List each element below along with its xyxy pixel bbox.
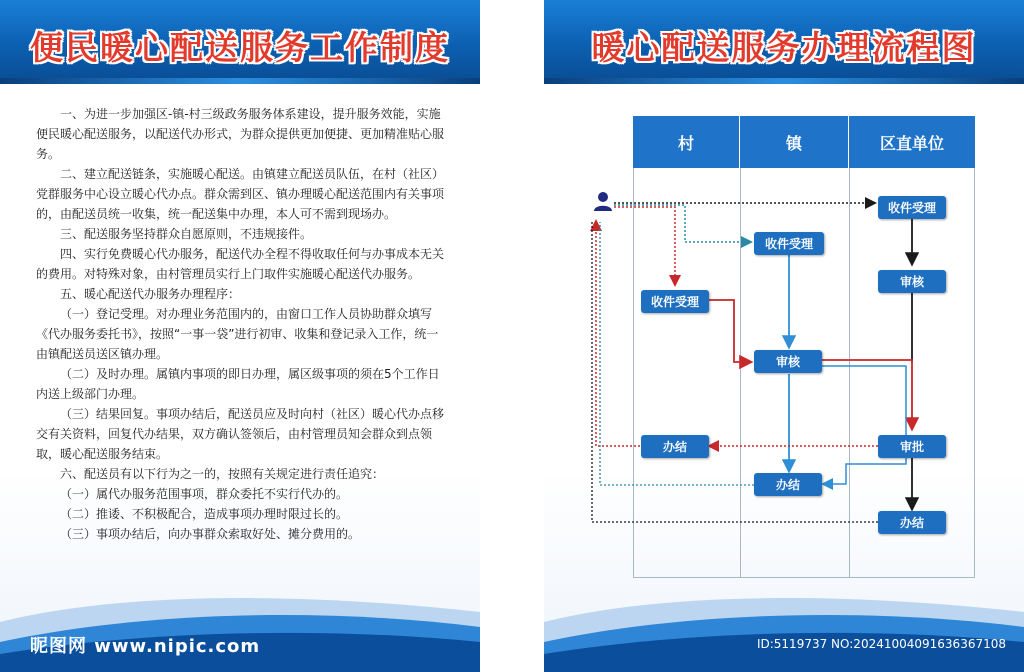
left-title: 便民暖心配送服务工作制度	[30, 28, 450, 67]
column-header-district: 区直单位	[849, 116, 975, 168]
district-review-box: 审核	[878, 270, 946, 293]
paragraph: 五、暖心配送代办服务办理程序：	[60, 287, 241, 301]
left-panel	[0, 0, 480, 672]
paragraph: 二、建立配送链条，实施暖心配送。由镇建立配送员队伍，在村（社区）党群服务中心设立暖心代办点。群众需到区、镇办理暖心配送范围内有关事项的，由配送员统一收集，统一配送集中办理，本人可不需到现场办。	[36, 167, 445, 221]
district-approve-box: 审批	[878, 435, 946, 458]
paragraph: （一）属代办服务范围事项，群众委托不实行代办的。	[60, 487, 349, 501]
paragraph: （二）推诿、不积极配合，造成事项办理时限过长的。	[60, 507, 349, 521]
town-done-box: 办结	[754, 473, 822, 496]
town-receive-box: 收件受理	[754, 232, 824, 255]
flow-arrows	[544, 0, 1024, 672]
person-icon	[592, 190, 614, 212]
id-watermark: ID:5119737 NO:20241004091636367108	[756, 637, 1006, 651]
paragraph: （三）事项办结后，向办事群众索取好处、摊分费用的。	[60, 527, 361, 541]
regulation-text	[36, 104, 448, 544]
paragraph: 四、实行免费暖心代办服务，配送代办全程不得收取任何与办事成本无关的费用。对特殊对象，由村管理员实行上门取件实施暖心配送代办服务。	[36, 247, 445, 281]
paragraph: （三）结果回复。事项办结后，配送员应及时向村（社区）暖心代办点移交有关资料，回复代办结果，双方确认签领后，由村管理员知会群众到点领取，暖心配送服务结束。	[36, 407, 445, 461]
right-panel	[544, 0, 1024, 672]
footer-wave	[0, 582, 480, 672]
paragraph: （二）及时办理。属镇内事项的即日办理，属区级事项的须在5个工作日内送上级部门办理。	[36, 367, 440, 401]
village-receive-box: 收件受理	[641, 290, 709, 313]
district-receive-box: 收件受理	[878, 196, 946, 219]
paragraph: （一）登记受理。对办理业务范围内的，由窗口工作人员协助群众填写《代办服务委托书》，按照“一事一袋”进行初审、收集和登记录入工作，统一由镇配送员送区镇办理。	[36, 307, 439, 361]
site-watermark: 昵图网 www.nipic.com	[30, 636, 261, 657]
district-done-box: 办结	[878, 511, 946, 534]
footer-wave	[544, 582, 1024, 672]
town-review-box: 审核	[754, 350, 822, 373]
right-title: 暖心配送服务办理流程图	[591, 28, 977, 67]
village-done-box: 办结	[641, 435, 709, 458]
column-header-town: 镇	[740, 116, 849, 168]
column-header-village: 村	[633, 116, 740, 168]
paragraph: 六、配送员有以下行为之一的，按照有关规定进行责任追究：	[60, 467, 385, 481]
paragraph: 一、为进一步加强区-镇-村三级政务服务体系建设，提升服务效能，实施便民暖心配送服务，以配送代办形式，为群众提供更加便捷、更加精准贴心服务。	[36, 107, 445, 161]
paragraph: 三、配送服务坚持群众自愿原则，不违规接件。	[60, 227, 313, 241]
